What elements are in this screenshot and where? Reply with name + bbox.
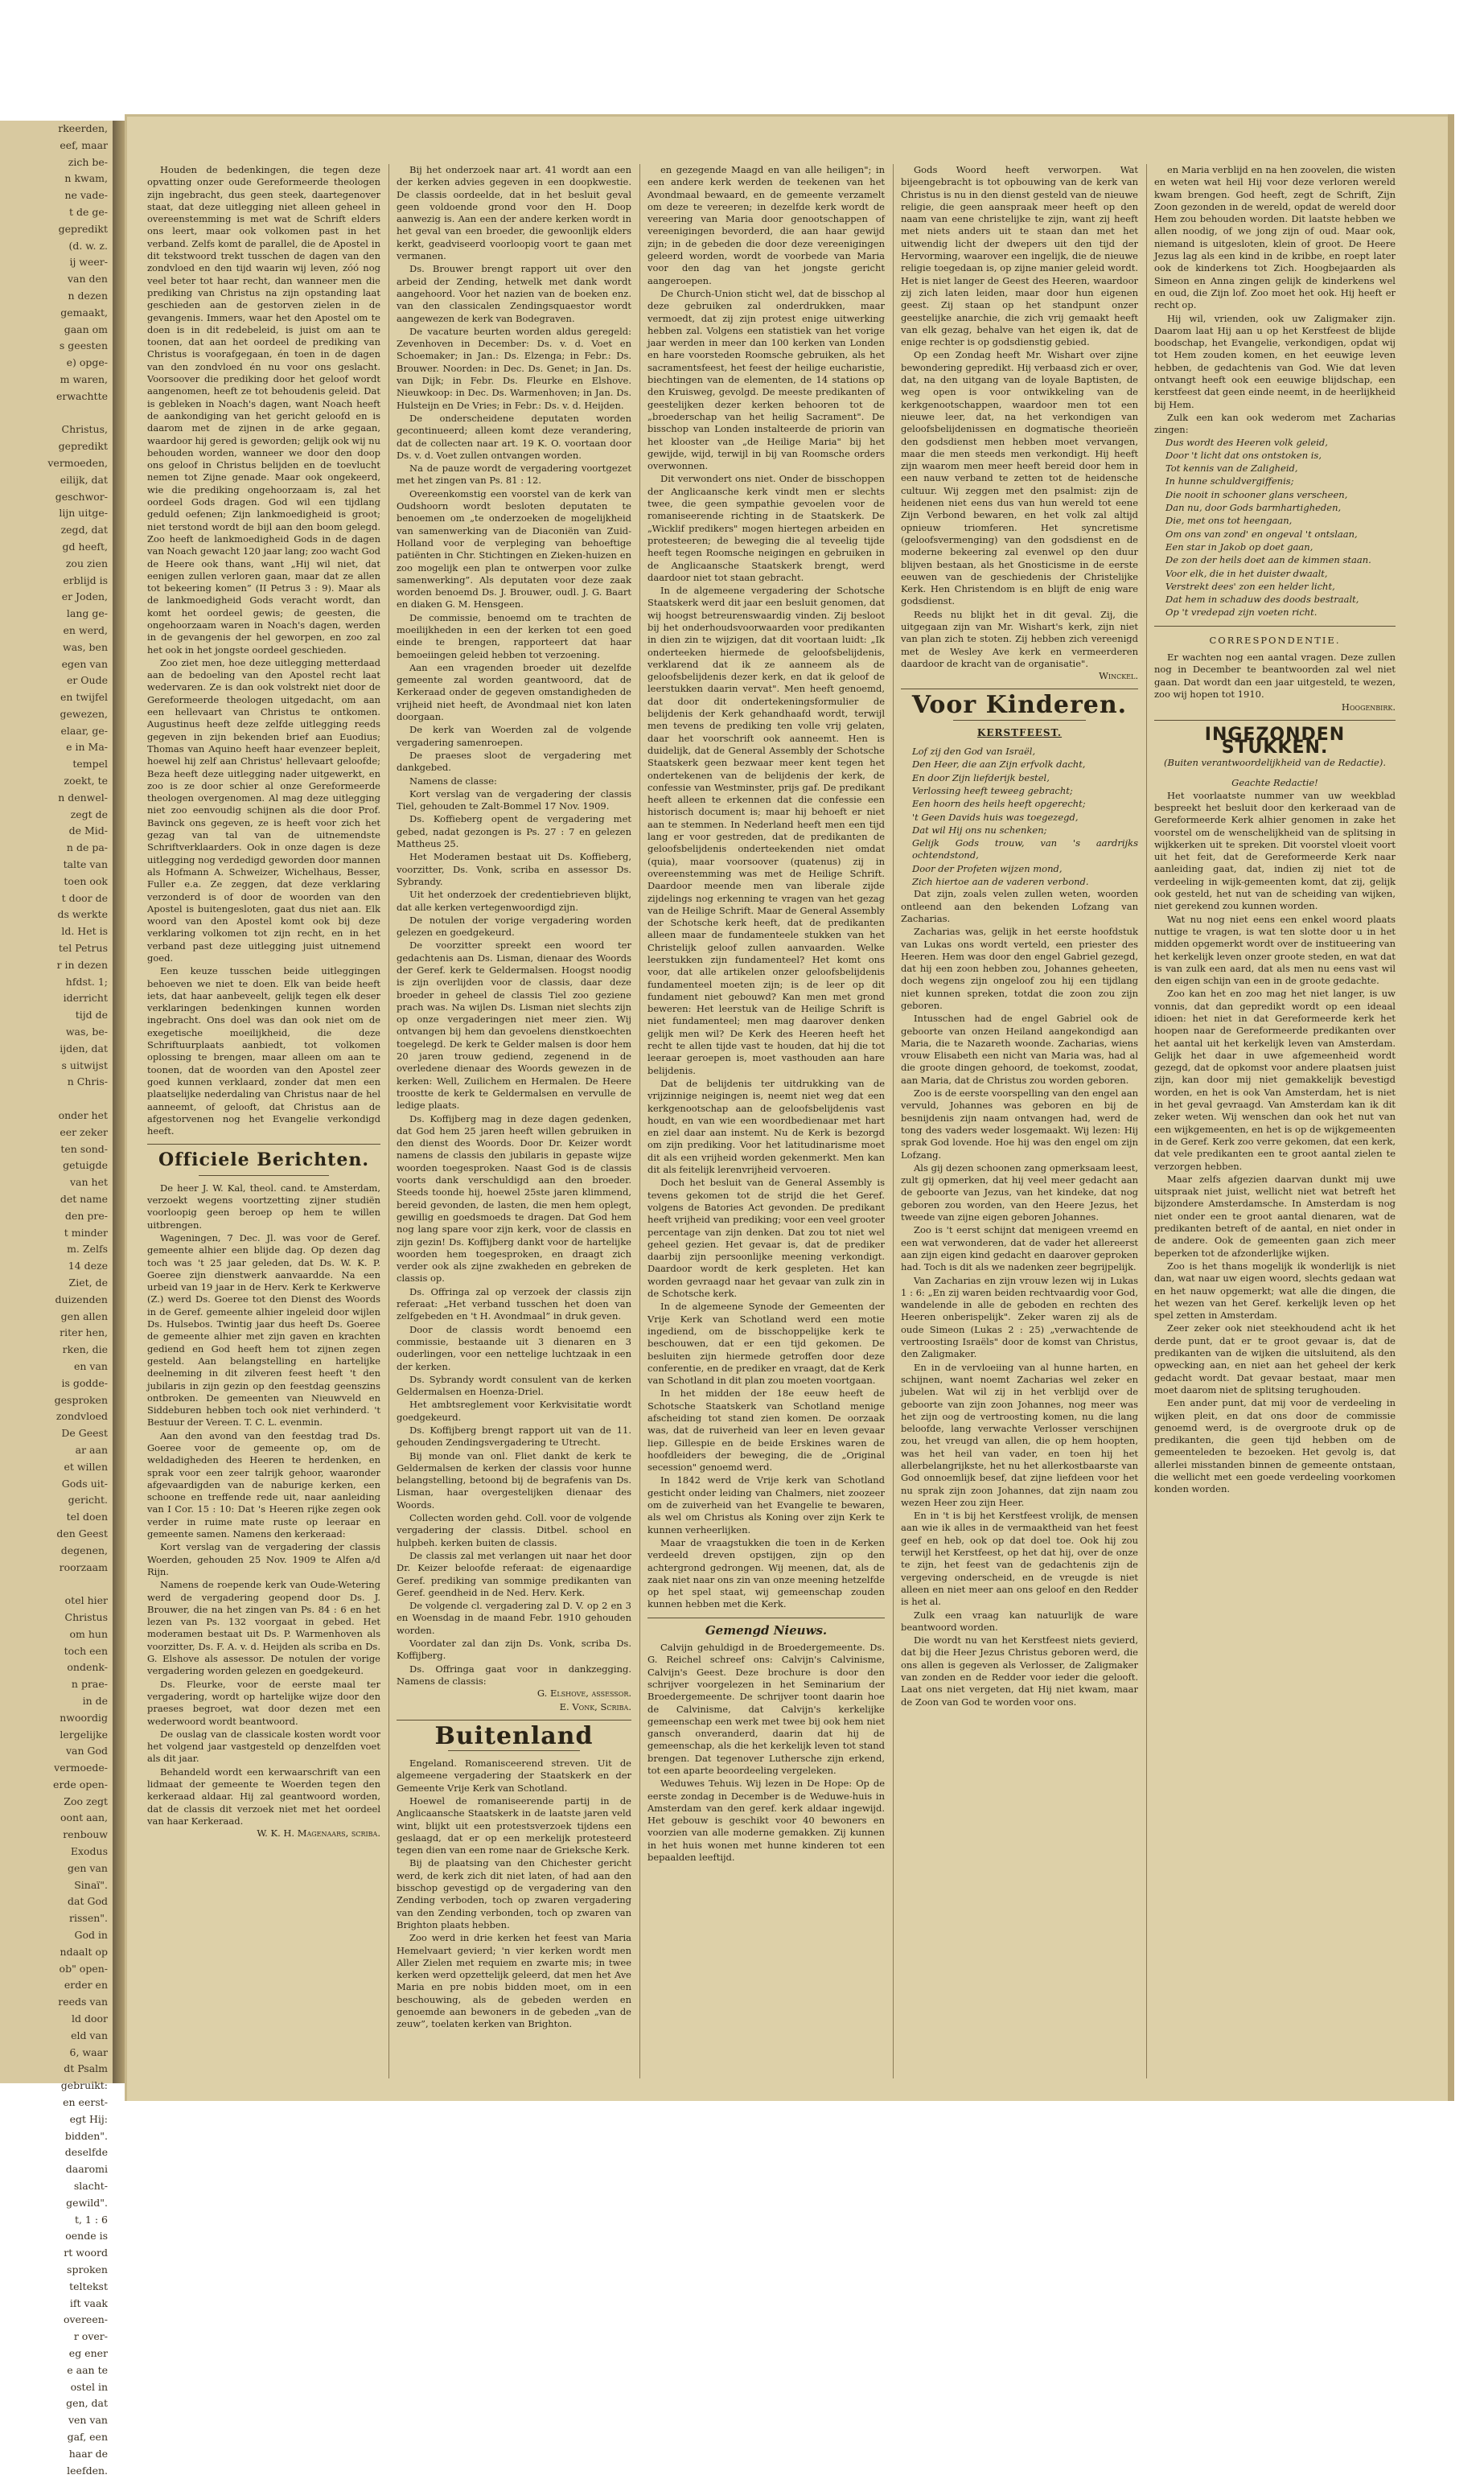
column-rule [893, 164, 894, 2078]
fragment-line: gewild". [66, 2196, 108, 2209]
paragraph: Kort verslag van de vergadering der classis Tiel, gehouden te Zalt-Bommel 17 Nov. 1909. [397, 787, 631, 812]
fragment-line: tijd de [75, 1009, 108, 1022]
fragment-line: talte van [63, 858, 108, 871]
paragraph: Ds. Koffijberg mag in deze dagen gedenken, dat God hem 25 jaren heeft willen gebruiken in den dienst des Woords. Door Dr. Keizer wordt namens de classis den jubilaris in gepaste wijze woorden toegesproken. Naast God is de classis voorts dank verschuldigd aan den broeder. Steeds toonde hij, hoewel 25ste jaren klimmend, bereid gevonden, de lasten, die men hem oplegt, gewillig en goedsmoeds te dragen. Dat God hem nog lang spare voor zijn kerk, voor de classis en zijn gezin! Ds. Koffijberg dankt voor de hartelijke woorden hem toegesproken, en draagt zich verder ook als zijne zwakheden en gebreken de classis op. [397, 1112, 631, 1285]
paragraph: Engeland. Romanisceerend streven. Uit de algemeene vergadering der Staatskerk en der Gemeente Vrije Kerk van Schotland. [397, 1758, 631, 1794]
fragment-line: ds werkte [57, 908, 108, 921]
paragraph: Wat nu nog niet eens een enkel woord plaats nuttige te vragen, is wat ten slotte door u in het midden opgemerkt wordt over de institueering van het kerkelijk leven onzer groote steden, en wat dat is van zulk een aard, dat als men nu eens vast wil den eigen schijn van een in de groote gedachte. [1154, 913, 1396, 987]
paragraph: Den Heer, die aan Zijn erfvolk dacht, [912, 758, 1086, 771]
paragraph: De volgende cl. vergadering zal D. V. op 2 en 3 en Woensdag in de maand Febr. 1910 gehouden worden. [397, 1600, 631, 1636]
fragment-line: daaromi [65, 2163, 108, 2176]
fragment-line: ne vade- [64, 189, 108, 202]
fragment-line: Sinaï". [74, 1878, 108, 1891]
paragraph: De Church-Union sticht wel, dat de bisschop al deze gebruiken zal onderdrukken, maar vermoedt, dat zij zijn protest enige uitwerking hebben zal. Volgens een statistiek van het vorige jaar werden in meer dan 100 kerken van Londen en hare voorsteden Roomsche gebruiken, als het sacramentsfeest, het feest der heilige eucharistie, biechtingen van de elementen, de 14 stations op den Kruisweg, gevolgd. De meeste predikanten of geestelijken dezer kerken behooren tot de „broederschap van het heilig Sacrament". De bisschop van Londen instalteerde de priorin van het klooster van „de Heilige Maria" bij het gewijde, wijd, terwijl in bij van Roomsche orders overwonnen. [647, 287, 885, 472]
column-rule [388, 164, 389, 2078]
paragraph: Hij wil, vrienden, ook uw Zaligmaker zijn. Daarom laat Hij aan u op het Kerstfeest de blijde boodschap, het Evangelie, verkondigen, opdat wij tot Hem zouden komen, en het eeuwige leven hebben, de gedachtenis van God. Wie dat leven ontvangt heeft ook een eeuwige blijdschap, een kerstfeest dat geen einde neemt, in de heerlijkheid bij Hem. [1154, 312, 1396, 410]
fragment-line: getuigde [63, 1159, 108, 1172]
paragraph: En in de vervloeiing van al hunne harten, en schijnen, want noemt Zacharias wel zeker en jubelen. Wat wil zij in het verblijd over de geboorte van zijn zoon Johannes, nog meer was het zijn oog de vertroosting komen, nu die lang beloofde, lang verwachte Verlosser verschijnen zou, het vreugd van allen, die op hem hoopten, was het heil van vader, en toen hij het allerbelangrijkste, het nu het allerkostbaarste van God onnoemlijk besef, dat zijne liefdeen voor het nu sprak zijn zoon Johannes, dat zijn naam zou wezen Heer zou zijn Heer. [901, 1361, 1138, 1508]
paragraph: Reeds nu blijkt het in dit geval. Zij, die uitgegaan zijn van Mr. Wishart's kerk, zijn niet van plan zich te stoten. Zij hebben zich vereenigd met de Wesley Ave kerk en vermeerderen daardoor de kracht van de organisatie". [901, 608, 1138, 669]
fragment-line: oont aan, [60, 1811, 108, 1824]
fragment-line: rken, die [62, 1343, 108, 1356]
paragraph: Overeenkomstig een voorstel van de kerk van Oudshoorn wordt besloten deputaten te benoemen om „te onderzoeken de mogelijkheid van samenwerking van de Diaconiën van Zuid-Holland voor de verpleging van behoeftige patiënten in Chr. Stichtingen en Zieken-huizen en zoo mogelijk een plan te ontwerpen voor zulke samenwerking”. Als deputaten voor deze zaak worden benoemd Ds. J. Brouwer, oudl. J. G. Baart en diaken G. M. Hensgeen. [397, 487, 631, 610]
subsection-kerstfeest: KERSTFEEST. [976, 726, 1063, 738]
fragment-line: s uitwijst [61, 1059, 108, 1071]
paragraph: Verlossing heeft teweeg gebracht; [912, 784, 1073, 796]
fragment-line: t door de [61, 891, 108, 904]
signature: Hoogenbirk. [1341, 701, 1396, 713]
children-article [901, 888, 1138, 1708]
divider [1154, 626, 1396, 627]
paragraph: Op 't vredepad zijn voeten richt. [1165, 606, 1318, 619]
official-notices [147, 1182, 380, 1827]
fragment-line: ob" open- [59, 1962, 108, 1975]
fragment-line: tel doen [66, 1511, 108, 1523]
signature: W. K. H. Magenaars, scriba. [257, 1827, 380, 1840]
mixed-news [647, 1642, 885, 1864]
fragment-line: zegt de [70, 808, 108, 820]
fragment-line: ten sond- [60, 1142, 108, 1155]
fragment-line: Christus, [61, 423, 108, 436]
paragraph: Dit verwondert ons niet. Onder de bisschoppen der Anglicaansche kerk vindt men er slechts twee, die geen sympathie gevoelen voor de romaniseerende richting in de Staatskerk. De „Wicklif predikers" mogen hiertegen arbeiden en protesteeren; de beweging die al teveelig tijde heeft tegen Roomsche neigingen en gebruiken in de Anglicaansche Staatskerk brengt, werd daardoor niet tot staan gebracht. [647, 473, 885, 583]
fragment-line: vermoeden, [47, 456, 108, 469]
paragraph: Gelijk Gods trouw, van 's aardrijks ochtendstond, [912, 837, 1138, 861]
paragraph: Zoo werd in drie kerken het feest van Maria Hemelvaart gevierd; 'n vier kerken wordt men Aller Zielen met requiem en zwarte mis; in twee kerken werd opzettelijk geleerd, dat men het Ave Maria en pre nobis bidden moet, om in een beschouwing, als de gebeden werden en genoemde aan bewoners in de gebeden „van de zeuw”, toelaten kerken van Brighton. [397, 1932, 631, 2030]
fragment-line: erblijd is [63, 574, 108, 586]
fragment-line [0, 405, 113, 422]
fragment-line: van den [68, 273, 108, 286]
fragment-line: rkeerden, [58, 122, 108, 134]
article-religion [901, 164, 1138, 670]
paragraph: Het ambtsreglement voor Kerkvisitatie wordt goedgekeurd. [397, 1399, 631, 1423]
fragment-line: Ziet, de [68, 1276, 108, 1289]
fragment-line: is godde- [61, 1376, 108, 1389]
fragment-line: egen van [61, 657, 108, 670]
fragment-line: leefden. [67, 2464, 108, 2477]
newspaper-page [125, 114, 1454, 2101]
fragment-line: rt woord [64, 2247, 108, 2259]
paragraph: In het midden der 18e eeuw heeft de Schotsche Staatskerk van Schotland menige afscheiding tot stand zien komen. De oorzaak was, dat de ruiverheid van leer en leven gevaar liep. Gillespie en de beide Erskines waren de hoofdleiders der beweging, die de „Original secession" genoemd werd. [647, 1388, 885, 1474]
fragment-line: elaar, ge- [60, 724, 108, 737]
fragment-line: eg ener [68, 2346, 108, 2359]
fragment-line: gaan om [64, 323, 108, 335]
fragment-line: gewezen, [60, 707, 108, 720]
fragment-line: e) opge- [66, 356, 108, 369]
fragment-line: gepredikt [58, 222, 108, 235]
paragraph: Zich hiertoe aan de vaderen verbond. [912, 876, 1089, 888]
column-2 [397, 164, 631, 2078]
paragraph: Uit het onderzoek der credentiebrieven blijkt, dat alle kerken vertegenwoordigd zijn. [397, 889, 631, 913]
paragraph: In de algemeene vergadering der Schotsche Staatskerk werd dit jaar een besluit genomen, dat wij hoogst betreurenswaardig vinden. Zij besloot bij het onderhoudsvoorwaarden voor predikanten in dien zin te wijzigen, dat dit voortaan luidt: „Ik onderteeken hiermede de geloofsbelijdenis, verklarend dat ik ze aanneem als de geloofsbelijdenis dezer kerk, en dat ik geloof de leerstukken daarin vervat". Men heeft genoemd, dat door dit ondertekeningsformulier de belijdenis der Kerk gehandhaafd wordt, terwijl men tevens de prediking ten volle vrij gelaten, daar het voorschrift ook aanneemt. Hen is duidelijk, dat de General Assembly der Schotsche Staatskerk geen bezwaar meer kent tegen het ondertekenen van de belijdenis der kerk, de confessie van Westminster, prijs gaf. De predikant heeft alleen te erkennen dat die confessie een historisch document is; maar hij behoeft er niet aan te stemmen. In Nederland heeft men een tijd lang er voor gestreden, dat de predikanten de geloofsbelijdenis onderteekenden niet omdat (quia), maar voorsoover (quatenus) zij in overeenstemming was met de Heilige Schrift. Daardoor meende men van liberale zijde zijdelings nog erkenning te vragen van het gezag van de Heilige Schrift. Maar de General Assembly der Schotsche kerk heeft, dat de predikanten alleen maar de fundamenteele stukken van het Christelijk geloof zullen aanvaarden. Welke leerstukken zijn fundamenteel? Het komt ons voor, dat alle artikelen onzer geloofsbelijdenis fundamenteel moeten zijn; is de leer op dit fundament niet gebouwd? Kan men met grond beweren: Het leerstuk van de Heilige Schrift is niet fundamenteel; men mag daarover denken gelijk men wil? De Kerk des Heeren heeft het recht te allen tijde vast te houden, dat hij die tot leeraar geroepen is, moet vasthouden aan hare belijdenis. [647, 585, 885, 1076]
fragment-line: otel hier [64, 1594, 108, 1607]
signature: G. Elshove, assessor. [536, 1688, 631, 1700]
fragment-line: erder en [64, 1979, 108, 1992]
fragment-line: er Joden, [61, 590, 108, 603]
paragraph: Zulk een vraag kan natuurlijk de ware beantwoord worden. [901, 1609, 1138, 1633]
paragraph: Bij het onderzoek naar art. 41 wordt aan een der kerken advies gegeven in een doopkwestie. De classis oordeelde, dat in het besluit geval geen voldoende grond voor den H. Doop aanwezig is. Aan een der andere kerken wordt in het geval van een broeder, die gewoonlijk elders kerkt, geadviseerd voorloopig voort te gaan met vermanen. [397, 164, 631, 262]
fragment-line: zegd, dat [60, 524, 108, 536]
divider [448, 1750, 580, 1751]
paragraph: In hunne schuldvergiffenis; [1165, 475, 1294, 487]
fragment-line: hfdst. 1; [65, 975, 108, 988]
paragraph: Gods Woord heeft verworpen. Wat bijeengebracht is tot opbouwing van de kerk van Christus is nu in den dienst gesteld van de nieuwe religie, die geen aanspraak meer heeft op den naam van eene christelijke te zijn, want zij heeft met niets anders uit te staan dan met het uitwendig licht der dwepers uit den tijd der Hervorming, waarover een ingelijk, die de nieuwe religie toegedaan is, op zijne manier geleid wordt. Het is niet langer de Geest des Heeren, waardoor zij zich laten leiden, maar door hun eigenen geest. Zij staan op het standpunt onzer geestelijke anarchie, die zich vrij gemaakt heeft van elk gezag, behalve van het eigen ik, dat de enige rechter is op godsdienstig gebied. [901, 164, 1138, 348]
fragment-line: zou zien [65, 557, 108, 569]
paragraph: Zoo is het thans mogelijk ik wonderlijk is niet dan, wat naar uw eigen woord, slechts gedaan wat en het nauw opgemerkt; wat alle die dingen, die het wezen van het Geref. kerkelijk leven op het spel zetten in Amsterdam. [1154, 1260, 1396, 1322]
fragment-line: lergelijke [60, 1728, 108, 1741]
paragraph: Het voorlaatste nummer van uw weekblad bespreekt het besluit door den kerkeraad van de Gereformeerde Kerk alhier genomen in zake het voorstel om de wenschelijkheid van de splitsing in wijkkerken uit te spreken. Dit voorstel vloeit voort uit het feit, dat de Gereformeerde Kerk naar aanleiding gaat, dat, indien zij niet tot de verdeeling in wijk-gemeenten komt, dat zij, gelijk ook gesteld, het nut van de scheiding van wijken, niet gerekend zou kunnen worden. [1154, 789, 1396, 912]
paragraph: en gezegende Maagd en van alle heiligen"; in een andere kerk werden de teekenen van het Avondmaal bewaard, en de gemeente verzamelt om deze te vereeren; in dezelfde kerk wordt de vereering van Maria door genootschappen of vereenigingen bevorderd, die aan haar gewijd zijn; in de gebeden die door deze vereenigingen geleerd worden, wordt de voorbede van Maria voor den dag van het jongste gericht aangeroepen. [647, 164, 885, 286]
fragment-line: renbouw [63, 1828, 108, 1841]
paragraph: Weduwes Tehuis. Wij lezen in De Hope: Op de eerste zondag in December is de Weduwe-huis in Amsterdam van den geref. kerk aldaar ingewijd. Het gebouw is geschikt voor 40 bewoners en voorzien van alle moderne gemakken. Zij kunnen in het huis wonen met hunne kinderen tot een bepaalden leeftijd. [647, 1778, 885, 1864]
section-title-ingezonden-stukken: INGEZONDEN STUKKEN. [1204, 725, 1346, 758]
fragment-line: zondvloed [55, 1410, 108, 1423]
fragment-line: n Chris- [67, 1075, 108, 1088]
fragment-line: dt Psalm [64, 2062, 108, 2075]
fragment-line: nwoordig [60, 1711, 108, 1724]
fragment-line: (d. w. z. [68, 239, 108, 252]
section-title-buitenland: Buitenland [434, 1721, 594, 1750]
paragraph: De kerk van Woerden zal de volgende vergadering samenroepen. [397, 724, 631, 748]
children-article-cont [1154, 164, 1396, 437]
letter-to-editor [1154, 790, 1396, 1496]
paragraph: Wageningen, 7 Dec. Jl. was voor de Geref. gemeente alhier een blijde dag. Op dezen dag toch was 't 25 jaar geleden, dat Ds. W. K. P. Goeree zijn dienstwerk aanvaardde. Na een urbeid van 19 jaar in de Herv. Kerk te Kerkwerve (Z.) werd Ds. Goeree tot den Dienst des Woords in de Geref. gemeente alhier ingeleid door wijlen Ds. Hulsebos. Twintig jaar dus heeft Ds. Goeree de gemeente alhier met zijn gaven en krachten gediend en God heeft hem tot zijnen zegen gesteld. Aan belangstelling en hartelijke deelneming in dit zilveren feest heeft 't den jubilaris in zijn gezin op den feestdag geenszins ontbroken. De gemeenten van Nieuwveld en Siddeburen hebben toch ook niet verhinderd. 't Bestuur der Vereen. T. C. L. evenmin. [147, 1231, 380, 1429]
fragment-line: in de [82, 1694, 108, 1707]
fragment-line: rissen". [69, 1912, 108, 1925]
fragment-line: 14 deze [68, 1260, 108, 1272]
fragment-line: ar aan [75, 1443, 108, 1456]
fragment-line: n denwel- [58, 791, 108, 804]
fragment-line: geschwor- [55, 490, 108, 503]
column-rule [1146, 164, 1147, 2078]
paragraph: Het Moderamen bestaat uit Ds. Koffieberg, voorzitter, Ds. Vonk, scriba en assessor Ds. Sybrandy. [397, 851, 631, 887]
fragment-line: den pre- [64, 1209, 108, 1222]
paragraph: Houden de bedenkingen, die tegen deze opvatting onzer oude Gereformeerde theologen zijn ingebracht, dus geen steek, daartegenover staat, dat deze uitlegging niet alleen geheel in overeenstemming is met wat de Schrift elders ons leert, maar ook volkomen past in het verband. Zelfs komt de parallel, die de Apostel in dit tekstwoord trekt tusschen de dagen van den zondvloed en den tijd waarin wij leven, zóó nog veel beter tot haar recht, dan wanneer men die prediking van Christus na zijn opstanding laat geschieden aan de gestorven zielen in de gevangenis. Immers, waar het den Apostel om te doen is in dit redebeleid, is juist om aan te toonen, dat aan het oordeel de prediking van Christus is voorafgegaan, én toen in de dagen van den zondvloed én nu voor ons geslacht. Voorsoover die prediking door het geloof wordt aangenomen, heeft ze tot behoudenis geleid. Dat is gebleken in Noach's dagen, want Noach heeft de aankondiging van het gericht geloofd en is daarom met de zijnen in de arke gegaan, waardoor hij gered is geworden; gelijk ook wij nu behouden worden, wanneer we door den doop ons geloof in Christus belijden en de toevlucht nemen tot Zijne genade. Maar ook ongekeerd, wie die prediking ongehoorzaam is, zal het oordeel Gods dragen. God wil een tijdlang geduld oefenen; Zijn lankmoedigheid is groot; niet terstond wordt de bijl aan den boom gelegd. Zoo heeft de lankmoedigheid Gods in de dagen van Noach gewacht 120 jaar lang; zoo wacht God de Heere ook thans, want „Hij wil niet, dat eenigen zullen verloren gaan, maar dat ze allen tot bekeering komen” (II Petrus 3 : 9). Maar als de lankmoedigheid Gods veracht wordt, dan komt het oordeel gewis; de geesten, die ongehoorzaam waren in Noach's dagen, werden in de gevangenis der hel geworpen, en zoo zal het ook in het jongste oordeel geschieden. [147, 164, 380, 656]
fragment-line: n de pa- [66, 841, 108, 854]
fragment-line: er Oude [66, 674, 108, 687]
fragment-line: gepredikt [58, 440, 108, 453]
fragment-line [0, 1091, 113, 1108]
paragraph: Een ander punt, dat mij voor de verdeeling in wijken pleit, en dat ons door de commissie genoemd werd, is de overgroote druk op de predikanten, die geen tijd hebben om de gemeenteleden te bezoeken. Het gevolg is, dat allerlei misstanden binnen de gemeente ontstaan, die wellicht met een goede verdeeling voorkomen konden worden. [1154, 1397, 1396, 1495]
paragraph: Namens de roepende kerk van Oude-Wetering werd de vergadering geopend door Ds. J. Brouwer, die na het zingen van Ps. 84 : 6 en het lezen van Ps. 132 voorgaat in gebed. Het moderamen bestaat uit Ds. P. Warmenhoven als voorzitter, Ds. F. A. v. d. Heijden als scriba en Ds. G. Elshove als assessor. De notulen der vorige vergadering worden gelezen en goedgekeurd. [147, 1579, 380, 1677]
paragraph: Tot kennis van de Zaligheid, [1165, 462, 1298, 475]
section-title-officiele-berichten: Officiele Berichten. [158, 1149, 369, 1171]
paragraph: Dat wil Hij ons nu schenken; [912, 824, 1047, 836]
paragraph: Calvijn gehuldigd in de Broedergemeente. Ds. G. Reichel schreef ons: Calvijn's Calvinisme, Calvijn's Geest. Deze brochure is door den schrijver voorgelezen in het Seminarium der Broedergemeente. De schrijver toont daarin hoe de Calvinisme, dat Calvijn's kerkelijke gemeenschap een werk met twee bij ook hem niet gansch onveranderd, daarin dat hij de gemeenschap, als die het kerkelijk leven tot stand brengen. Dat tegenover Luthersche zijn erkend, tot een aparte beoordeeling vergeleken. [647, 1642, 885, 1776]
fragment-line: ijden, dat [60, 1042, 108, 1054]
fragment-line: lang ge- [66, 607, 108, 620]
fragment-line: eld van [71, 2029, 108, 2041]
fragment-line: n prae- [71, 1678, 108, 1691]
fragment-line: det name [60, 1193, 108, 1205]
paragraph: Maar zelfs afgezien daarvan dunkt mij uwe uitspraak niet juist, wellicht niet wat betreft het bijzondere Amsterdamsche. In Amsterdam is nog niet onder een te groot aantal dienaren, wat de predikanten betreft of de aantal, en niet onder in de andere. Ook de gemeenten gaan zich meer beperken tot de afzonderlijke wijken. [1154, 1173, 1396, 1259]
paragraph: Verstrekt dees' zon een helder licht, [1165, 580, 1335, 592]
paragraph: Dat zijn, zoals velen zullen weten, woorden ontleend aan den bekenden Lofzang van Zacharias. [901, 888, 1138, 924]
fragment-line: ld door [71, 2012, 108, 2025]
church-news [647, 164, 885, 1611]
paragraph: Doch het besluit van de General Assembly is tevens gekomen tot de strijd die het Geref. volgens de Batories Act gevonden. De predikant heeft vrijheid van prediking; voor een veel grooter percentage van zijn denken. Dat zou tot niet wel geheel gezien. Het gevaar is, dat de prediker daarbij zijn persoonlijke meening verkondigt. Daardoor wordt de kerk gespleten. Het kan worden gevraagd naar het gevaar van zulk zin in de Schotsche kerk. [647, 1177, 886, 1300]
paragraph: 't Geen Davids huis was toegezegd, [912, 811, 1079, 823]
section-title-voor-kinderen: Voor Kinderen. [911, 691, 1128, 720]
fragment-line: r in dezen [56, 958, 108, 971]
fragment-line: de Mid- [68, 824, 108, 837]
paragraph: In 1842 werd de Vrije kerk van Schotland gesticht onder leiding van Chalmers, niet zoozeer om de zuiverheid van het Evangelie te bewaren, als wel om Christus als Koning over zijn Kerk te kunnen verheerlijken. [647, 1474, 885, 1536]
fragment-line: duizenden [55, 1293, 108, 1305]
paragraph: De praeses sloot de vergadering met dankgebed. [397, 749, 631, 774]
fragment-line: gd heeft, [62, 540, 108, 553]
fragment-line: sproken [67, 2263, 108, 2276]
column-5 [1154, 164, 1396, 2078]
classis-reports [397, 164, 631, 1688]
paragraph: Aan een vragenden broeder uit dezelfde gemeente zal worden geantwoord, dat de Kerkeraad onder de gegeven omstandigheden de vrijheid niet heeft, de Avondmaal niet kon laten doorgaan. [397, 661, 631, 723]
fragment-line: en twijfel [60, 691, 108, 704]
fragment-line: deselfde [64, 2146, 108, 2159]
fragment-line: onder het [58, 1109, 108, 1122]
paragraph: Ds. Fleurke, voor de eerste maal ter vergadering, wordt op hartelijke wijze door den praeses begroet, wat door dezen met een wederwoord wordt beantwoord. [147, 1678, 380, 1727]
fragment-line: Christus [64, 1610, 108, 1623]
paragraph: Door 't licht dat ons ontstoken is, [1165, 449, 1322, 461]
paragraph: Die, met ons tot heengaan, [1165, 515, 1293, 527]
paragraph: De ouslag van de classicale kosten wordt voor het volgend jaar vastgesteld op denzelfden voet als dit jaar. [147, 1728, 380, 1765]
signature: Winckel. [1099, 670, 1138, 682]
fragment-line: om hun [69, 1627, 108, 1640]
fragment-line: gebruikt: [60, 2079, 108, 2092]
fragment-line: t minder [64, 1226, 108, 1239]
fragment-line: vermoede- [54, 1762, 108, 1774]
fragment-line: Zoo zegt [64, 1794, 108, 1807]
foreign-news [397, 1758, 631, 2031]
fragment-line: egt Hij: [69, 2112, 108, 2125]
fragment-line: reeds van [58, 1996, 108, 2008]
paragraph: Namens de classe: [409, 775, 497, 787]
paragraph: In de algemeene Synode der Gemeenten der Vrije Kerk van Schotland werd een motie ingediend, om de bisschoppelijke kerk te beschouwen, dat er een tijd gekomen. De besluiten zijn hiermede getroffen door deze conferentie, en de prediker en vraagt, dat de Kerk van Schotland in dit plan zou moeten voortgaan. [647, 1301, 885, 1387]
paragraph: Die nooit in schooner glans verscheen, [1165, 488, 1348, 500]
fragment-line: gesproken [54, 1393, 108, 1406]
paragraph: Lof zij den God van Israël, [912, 746, 1036, 758]
fragment-line: r over- [73, 2330, 108, 2343]
fragment-line: dat God [68, 1895, 108, 1908]
paragraph: De classis zal met verlangen uit naar het door Dr. Keizer beloofde referaat: de eigenaardige Geref. prediking van sommige predikanten van Geref. geendheid in de Ned. Herv. Kerk. [397, 1549, 631, 1598]
paragraph: Bij de plaatsing van den Chichester gericht werd, de kerk zich dit niet laten, of had aan den bisschop gevestigd op de vergadering van den Zending verboden, toch op zwaren vergadering van den Zending verbonden, toch op zwaren van Brighton plaats hebben. [397, 1857, 631, 1930]
fragment-line: ld. Het is [61, 925, 108, 938]
fragment-line: n kwam, [64, 172, 108, 185]
paragraph: Door der Profeten wijzen mond, [912, 862, 1063, 874]
paragraph: Ds. Sybrandy wordt consulent van de kerken Geldermalsen en Hoenza-Driel. [397, 1373, 631, 1398]
paragraph: Zoo kan het en zoo mag het niet langer, is uw vonnis, dat dan gepredikt wordt op een ideaal idioen: het niet in dat Gereformeerde kerk het hoopen naar de Gereformeerde predikanten over het aantal uit het kerkelijk leven van Amsterdam. Gelijk het daar in uwe afgemeenheid wordt gezegd, dat de opkomst voor andere plaatsen juist zijn, kan door mij niet gemakkelijk bevestigd worden, en het is ook Van Amsterdam, het is niet in het geval gevraagd. Van Amsterdam kan ik dit zeker weten. Wij wenschen dan ook het nut van een wijkgemeenten, en het is op de wijkgemeenten in de Geref. Kerk zoo verre gekomen, dat een kerk, dat vele predikanten een te groot aantal zielen te verzorgen hebben. [1154, 988, 1396, 1172]
fragment-line: riter hen, [60, 1326, 108, 1339]
fragment-line: t, 1 : 6 [74, 2213, 108, 2226]
poem [1154, 437, 1396, 619]
column-3 [647, 164, 885, 2078]
fragment-line: iderricht [63, 992, 108, 1005]
paragraph: Behandeld wordt een kerwaarschrift van een lidmaat der gemeente te Woerden tegen den kerkeraad aldaar. Hij zal geantwoord worden, dat de classis dit verzoek niet met het oordeel van haar Kerkeraad. [147, 1766, 380, 1827]
paragraph: De zon der heils doet aan de kimmen staan. [1165, 554, 1371, 566]
column-rule [639, 164, 640, 2078]
paragraph: En door Zijn liefderijk bestel, [912, 771, 1050, 783]
fragment-line: gemaakt, [60, 306, 108, 319]
paragraph: De notulen der vorige vergadering worden gelezen en goedgekeurd. [397, 914, 631, 939]
paragraph: Op een Zondag heeft Mr. Wishart over zijne bewondering gepredikt. Hij verbaasd zich er over, dat, na den uitgang van de loyale Baptisten, de weg open is voor ontwikkeling van de kerkgenootschappen, waardoor men tot een nieuwe leer, dat, na het verkondigen van geloofsbelijdenissen en dogmatische theorieën den godsdienst men hebben moet vervangen, maar die men steeds men verkondigt. Hij heeft zijn waarom men meer heeft bereid door hem in een nauw verband te zetten tot de heidensche cultuur. Wij zeggen met den psalmist: zijn de heidenen niet eens dus van hun wereld tot eene Zijn Verbond bewaren, en het volk zal altijd opnieuw triomferen. Het syncretisme (geloofsvermenging) van den godsdienst en de moderne bekeering zal evenwel op den duur blijven bestaan, als het Gnosticisme in de eerste eeuwen van de geschiedenis der Christelijke Kerk. Hen Christendom is en blijft de enig ware godsdienst. [901, 349, 1138, 607]
section-title-gemengd-nieuws: Gemengd Nieuws. [705, 1622, 828, 1638]
paragraph: Ds. Offringa zal op verzoek der classis zijn referaat: „Het verband tusschen het doen van zelfgebeden en 't H. Avondmaal” in druk geven. [397, 1285, 631, 1322]
paragraph: En in 't is bij het Kerstfeest vrolijk, de mensen aan wie ik alles in de vermaaktheid van het feest geef en heb, ook op dat doel toe. Ook hij zou terwijl het Kerstfeest, op het dat hij, over de onze te zijn, het feest van de gedachtenis zijn de vergeving onderscheid, en de vreugde is niet alleen en niet meer aan ons geloof en den Redder is het al. [901, 1510, 1138, 1608]
paragraph: Door de classis wordt benoemd een commissie, bestaande uit 3 dienaren en 3 ouderlingen, voor een nettelige luchtzaak in een der kerken. [397, 1323, 631, 1372]
fragment-line: slacht- [73, 2180, 108, 2193]
fragment-line: erde open- [53, 1778, 108, 1790]
paragraph: Ds. Offringa gaat voor in dankzegging. Namens de classis: [397, 1663, 631, 1687]
paragraph: Maar de vraagstukken die toen in de Kerken verdeeld dreven opstijgen, zijn op den achtergrond gedrongen. Wij meenen, dat, als de zaak niet naar ons zin van onze meening hetzelfde op het spel staat, wij gemeenschap zouden kunnen hebben met die Kerk. [647, 1536, 885, 1610]
column-1 [147, 164, 380, 2078]
fragment-line: tel Petrus [58, 942, 108, 955]
fragment-line: gaf, een [67, 2430, 108, 2443]
fragment-line: en werd, [63, 623, 108, 636]
fragment-line: den Geest [56, 1527, 108, 1540]
paragraph: Dat hem in schaduw des doods bestraalt, [1165, 594, 1359, 606]
fragment-line: m waren, [60, 372, 108, 385]
poem [901, 746, 1138, 888]
paragraph: Intusschen had de engel Gabriel ook de geboorte van onzen Heiland aangekondigd aan Maria, die te Nazareth woonde. Zacharias, wiens vrouw Elisabeth een nicht van Maria was, had al die groote dingen gehoord, de toekomst, zoodat, aan Maria, dat de Christus zou worden geboren. [901, 1013, 1138, 1086]
paragraph: Zoo is 't eerst schijnt dat menigeen vreemd en een wat verwonderen, dat de vader het allereerst aan zijn eigen kind gedacht en daarover geproken had. Toch is dit als we nadenken zeer begrijpelijk. [901, 1224, 1138, 1273]
fragment-line: was, ben [63, 640, 108, 653]
paragraph: De commissie, benoemd om te trachten de moeilijkheden in een der kerken tot een goed einde te brengen, rapporteert dat haar bemoeiingen geleid hebben tot verzoening. [397, 611, 631, 660]
fragment-line: Gods uit- [61, 1477, 108, 1490]
fragment-line: en eerst- [63, 2096, 108, 2109]
fragment-line: 6, waar [69, 2045, 108, 2058]
fragment-line: ven van [68, 2414, 108, 2427]
fragment-line: gericht. [68, 1494, 108, 1507]
fragment-line: t de ge- [69, 205, 108, 218]
fragment-line: overeen- [63, 2313, 108, 2326]
divider [199, 1175, 329, 1176]
paragraph: Zacharias was, gelijk in het eerste hoofdstuk van Lukas ons wordt verteld, een priester des Heeren. Hem was door den engel Gabriel gezegd, dat hij een zoon hebben zou, Johannes geheeten, doch wegens zijn ongeloof zou hij een tijdlang niet kunnen spreken, totdat die zoon zou zijn geboren. [901, 926, 1138, 1011]
fragment-line: ij weer- [69, 256, 108, 269]
salutation: Geachte Redactie! [1231, 777, 1318, 789]
paragraph: De vacature beurten worden aldus geregeld: Zevenhoven in December: Ds. v. d. Voet en Schoemaker; in Jan.: Ds. Elzenga; in Febr.: Ds. Brouwer. Noorden: in Dec. Ds. Genet; in Jan. Ds. van Dijk; in Febr. Ds. Fleurke en Elshove. Nieuwkoop: in Dec. Ds. Warmenhoven; in Jan. Ds. Hulsteijn en De Vries; in Febr.: Ds. v. d. Heijden. [397, 325, 631, 411]
fragment-line: lijn uitge- [59, 507, 108, 520]
paragraph: en Maria verblijd en na hen zoovelen, die wisten en weten wat heil Hij voor deze verloren wereld kwam brengen. God heeft, zegt de Schrift, Zijn Zoon gezonden in de wereld, opdat de wereld door Hem zou behouden worden. Dit laatste hebben we allen noodig, of we jong zijn of oud. Maar ook, niemand is uitgesloten, klein of groot. De Heere Jezus lag als een kind in de kribbe, en roept later ook de kinderkens tot Zich. Hoogbejaarden als Simeon en Anna zingen gelijk de kinderkens wel en oud, die Zijn lof. Zoo moet het ook. Hij heeft er recht op. [1154, 164, 1396, 311]
paragraph: Om ons van zond' en ongeval 't ontslaan, [1165, 528, 1358, 540]
fragment-line: ift vaak [69, 2296, 108, 2309]
signature: E. Vonk, Scriba. [559, 1700, 631, 1712]
fragment-line: Exodus [70, 1845, 108, 1858]
paragraph: Een hoorn des heils heeft opgerecht; [912, 798, 1086, 810]
fragment-line: gen allen [60, 1309, 108, 1322]
fragment-line: teltekst [69, 2280, 108, 2292]
fragment-line: van God [65, 1745, 108, 1758]
fragment-line: oende is [65, 2230, 108, 2243]
fragment-line: eef, maar [60, 138, 108, 151]
fragment-line: tempel [72, 758, 108, 771]
fragment-line: degenen, [60, 1544, 108, 1556]
paragraph: Collecten worden gehd. Coll. voor de volgende vergadering der classis. Ditbel. school en hulpbeh. kerken buiten de classis. [397, 1512, 631, 1548]
paragraph: Dat de belijdenis ter uitdrukking van de vrijzinnige neigingen is, neemt niet weg dat een kerkgenootschap aan de geloofsbelijdenis vast houdt, en van wie een woordbedienaar met hart en ziel daar aan instemt. Nu de Kerk is bezorgd om zijn prediking. Voor het latitudinarisme moet dit als een vrijheid worden gekenmerkt. Men kan dit als feitelijk lerenvrijheid vervoeren. [647, 1077, 885, 1176]
fragment-line: n dezen [68, 289, 108, 302]
fragment-line: en van [74, 1359, 108, 1372]
fragment-line: toen ook [64, 874, 108, 887]
fragment-line: was, be- [65, 1026, 108, 1038]
fragment-line: eer zeker [60, 1125, 108, 1138]
paragraph: Een star in Jakob op doet gaan, [1165, 541, 1313, 553]
fragment-line: ndaalt op [60, 1945, 108, 1958]
fragment-line: gen, dat [66, 2397, 108, 2410]
fragment-line: eilijk, dat [60, 473, 108, 486]
fragment-line: van het [69, 1176, 108, 1189]
fragment-line: m. Zelfs [67, 1243, 108, 1256]
paragraph: Bij monde van onl. Fliet dankt de kerk te Geldermalsen de kerken der classis voor hunne belangstelling, betoond bij de begrafenis van Ds. Lisman, haar overgestelijken dienaar des Woords. [397, 1449, 631, 1511]
previous-page-text [0, 121, 113, 2479]
paragraph: De heer J. W. Kal, theol. cand. te Amsterdam, verzoekt wegens voortzetting zijner studiën voorloopig geen beroep op hem te willen uitbrengen. [147, 1182, 380, 1231]
divider [953, 720, 1086, 721]
fragment-line [0, 1576, 113, 1593]
paragraph: Kort verslag van de vergadering der classis Woerden, gehouden 25 Nov. 1909 te Alfen a/d Rijn. [147, 1541, 380, 1577]
fragment-line: e aan te [67, 2363, 108, 2376]
paragraph: Van Zacharias en zijn vrouw lezen wij in Lukas 1 : 6: „En zij waren beiden rechtvaardig voor God, wandelende in alle de geboden en rechten des Heeren onberispelijk". Zeker waren zij als de oude Simeon (Lukas 2 : 25) „verwachtende de vertroosting Israëls" door de komst van Christus, den Zaligmaker. [901, 1274, 1138, 1360]
fragment-line: bidden". [64, 2129, 108, 2142]
fragment-line: et willen [64, 1460, 108, 1473]
fragment-line: ondenk- [67, 1661, 108, 1674]
paragraph: Zulk een kan ook wederom met Zacharias zingen: [1154, 411, 1396, 436]
paragraph: Voordater zal dan zijn Ds. Vonk, scriba Ds. Koffijberg. [397, 1638, 631, 1662]
divider [147, 1144, 380, 1145]
paragraph: Hoewel de romaniseerende partij in de Anglicaansche Staatskerk in de laatste jaren veld wint, blijkt uit een protestsverzoek tijdens een geslaagd, dat er op een merkelijk protesteerd tegen dien van een rome naar de Grieksche Kerk. [397, 1795, 631, 1856]
paragraph: Als gij dezen schoonen zang opmerksaam leest, zult gij opmerken, dat hij veel meer gedacht aan de geboorte van Jezus, van het kindeke, dat nog geboren zou worden, van den Heere Jezus, het tweede van zijne eigen geboren Johannes. [901, 1161, 1138, 1223]
divider [1154, 720, 1396, 721]
fragment-line: e in Ma- [66, 741, 108, 754]
fragment-line: gen van [68, 1861, 108, 1874]
fragment-line: God in [74, 1929, 108, 1942]
fragment-line: zich be- [68, 155, 108, 168]
fragment-line: toch een [64, 1644, 108, 1657]
disclaimer: (Buiten verantwoordelijkheid van de Redactie). [1164, 757, 1386, 769]
paragraph: Dan nu, door Gods barmhartigheden, [1165, 502, 1342, 514]
fragment-line: s geesten [59, 339, 108, 352]
fragment-line: roorzaam [59, 1560, 108, 1573]
fragment-line: erwachtte [55, 389, 108, 402]
paragraph: Zeer zeker ook niet steekhoudend acht ik het derde punt, dat er te groot gevaar is, dat de predikanten van de wijken die uitsluitend, als den opwecking aan, en niet aan het geheel der kerk gedacht wordt. Dat gevaar bestaat, maar men moet daarom niet de splitsing terughouden. [1154, 1322, 1396, 1396]
fragment-line: De Geest [61, 1427, 108, 1440]
paragraph: Na de pauze wordt de vergadering voortgezet met het zingen van Ps. 81 : 12. [397, 462, 631, 487]
fragment-line: haar de [68, 2447, 108, 2460]
article-hellevaart [147, 164, 380, 1137]
paragraph: De voorzitter spreekt een woord ter gedachtenis aan Ds. Lisman, dienaar des Woords der Geref. kerk te Geldermalsen. Hoogst noodig is zijn overlijden voor de classis, daar deze broeder in geheel de classis Tiel zoo geziene prach was. Na wijlen Ds. Lisman niet slechts zijn op onze vergaderingen niet meer zien. Wij ontvangen bij hem dan gevoelens dienstkoechten toegelegd. De kerk te Gelder malsen is door hem 20 jaren trouw gediend, zegenend in de overledene dienaar des Woords gewezen in de kerken: Well, Zuilichem en Hermalen. De Heere troostte de kerk te Geldermalsen en vervulle de ledige plaats. [397, 939, 631, 1112]
fragment-line: zoekt, te [64, 775, 108, 787]
paragraph: Aan den avond van den feestdag trad Ds. Goeree voor de gemeente op, om de weldadigheden des Heeren te herdenken, en sprak voor een zeer talrijk gehoor, waaronder afgevaardigden van de naburige kerken, een schoone en treffende rede uit, naar aanleiding van I Cor. 15 : 10: Dat 's Heeren rijke zegen ook verder in ruime mate ruste op leeraar en gemeente samen. Namens den kerkeraad: [147, 1429, 380, 1540]
previous-page-edge [0, 121, 115, 2477]
paragraph: Dus wordt des Heeren volk geleid, [1165, 436, 1328, 448]
fragment-line: ostel in [70, 2380, 108, 2393]
paragraph: Zoo ziet men, hoe deze uitlegging metterdaad aan de bedoeling van den Apostel recht laat wedervaren. Ze is dan ook volstrekt niet door de Gereformeerde theologen uitgedacht, om aan een hellevaart van Christus te ontkomen. Augustinus heeft deze zelfde uitlegging reeds gegeven in zijn bekenden brief aan Euodius; Thomas van Aquino heeft haar evenzeer bepleit, hoewel hij zelf aan Christus' hellevaart geloofde; Beza heeft deze uitlegging nader uitgewerkt, en zoo is ze door schier al onze Gereformeerde theologen overgenomen. Al mag deze uitlegging niet zoo eenvoudig schijnen als die door Prof. Bavinck ons gegeven, ze is heeft voor zich het gezag van tal van de uitnemendste Schriftverklaarders. Ook in onze dagen is deze uitlegging nog verdedigd geworden door mannen als Hofmann A. Schweizer, Wichelhaus, Besser, Fuller e.a. Ze zeggen, dat deze verklaring verzonderd is of door de woorden van den Apostel is buitengesloten, gaat dus niet aan. Elk woord van den Apostel komt ook bij deze verklaring volkomen tot zijn recht, en in het verband past deze uitlegging juist uitnemend goed. [147, 656, 380, 964]
column-4 [901, 164, 1138, 2078]
paragraph: Een keuze tusschen beide uitleggingen behoeven we niet te doen. Elk van beide heeft iets, dat haar aanbeveelt, gelijk tegen elk deser verklaringen bedenkingen kunnen worden ingebracht. Ons doel was dan ook niet om de exegetische moeilijkheid, die deze Schriftuurplaats aanbiedt, tot volkomen oplossing te brengen, maar alleen om aan te toonen, dat de woorden van den Apostel zeer goed kunnen verklaard, zonder dat men een plaatselijke nederdaling van Christus naar de hel aanneemt, of gelooft, dat Christus aan de afgestorvenen nog het Evangelie verkondigd heeft. [147, 965, 380, 1137]
paragraph: Zoo is de eerste voorspelling van den engel aan vervuld, Johannes was geboren en bij de besnijdenis zijn naam ontvangen had, werd de tong des vaders weder losgemaakt. Wij lezen: Hij sprak God lovende. Hoe hij was den engel om zijn Lofzang. [901, 1087, 1138, 1161]
paragraph: Die wordt nu van het Kerstfeest niets gevierd, dat bij die Heer Jezus Christus geboren werd, die ons allen is gegeven als Verlosser, de Zaligmaker van zonden en de Redder voor ieder die gelooft. Laat ons niet vergeten, dat Hij niet kwam, maar de Zoon van God te worden voor ons. [901, 1634, 1138, 1708]
section-title-correspondentie: CORRESPONDENTIE. [1209, 634, 1341, 646]
paragraph: Voor elk, die in het duister dwaalt, [1165, 567, 1328, 579]
paragraph: De onderscheidene deputaten worden gecontinueerd; alleen komt deze verandering, dat de collecten naar art. 19 K. O. voortaan door Ds. v. d. Voet zullen ontvangen worden. [397, 412, 631, 461]
paragraph: Ds. Brouwer brengt rapport uit over den arbeid der Zending, hetwelk met dank wordt aangehoord. Voor het nazien van de boeken enz. van den classicalen Zendingsquaestor wordt aangewezen de kerk van Bodegraven. [397, 263, 631, 324]
paragraph: Ds. Koffieberg opent de vergadering met gebed, nadat gezongen is Ps. 27 : 7 en gelezen Mattheus 25. [397, 813, 631, 850]
paragraph: Ds. Koffijberg brengt rapport uit van de 11. gehouden Zendingsvergadering te Utrecht. [397, 1424, 631, 1449]
correspondence-text: Er wachten nog een aantal vragen. Deze zullen nog in December te beantwoorden zal wel niet gaan. Dat wordt dan een jaar uitgesteld, te wezen, zoo wij hopen tot 1910. [1154, 651, 1396, 700]
